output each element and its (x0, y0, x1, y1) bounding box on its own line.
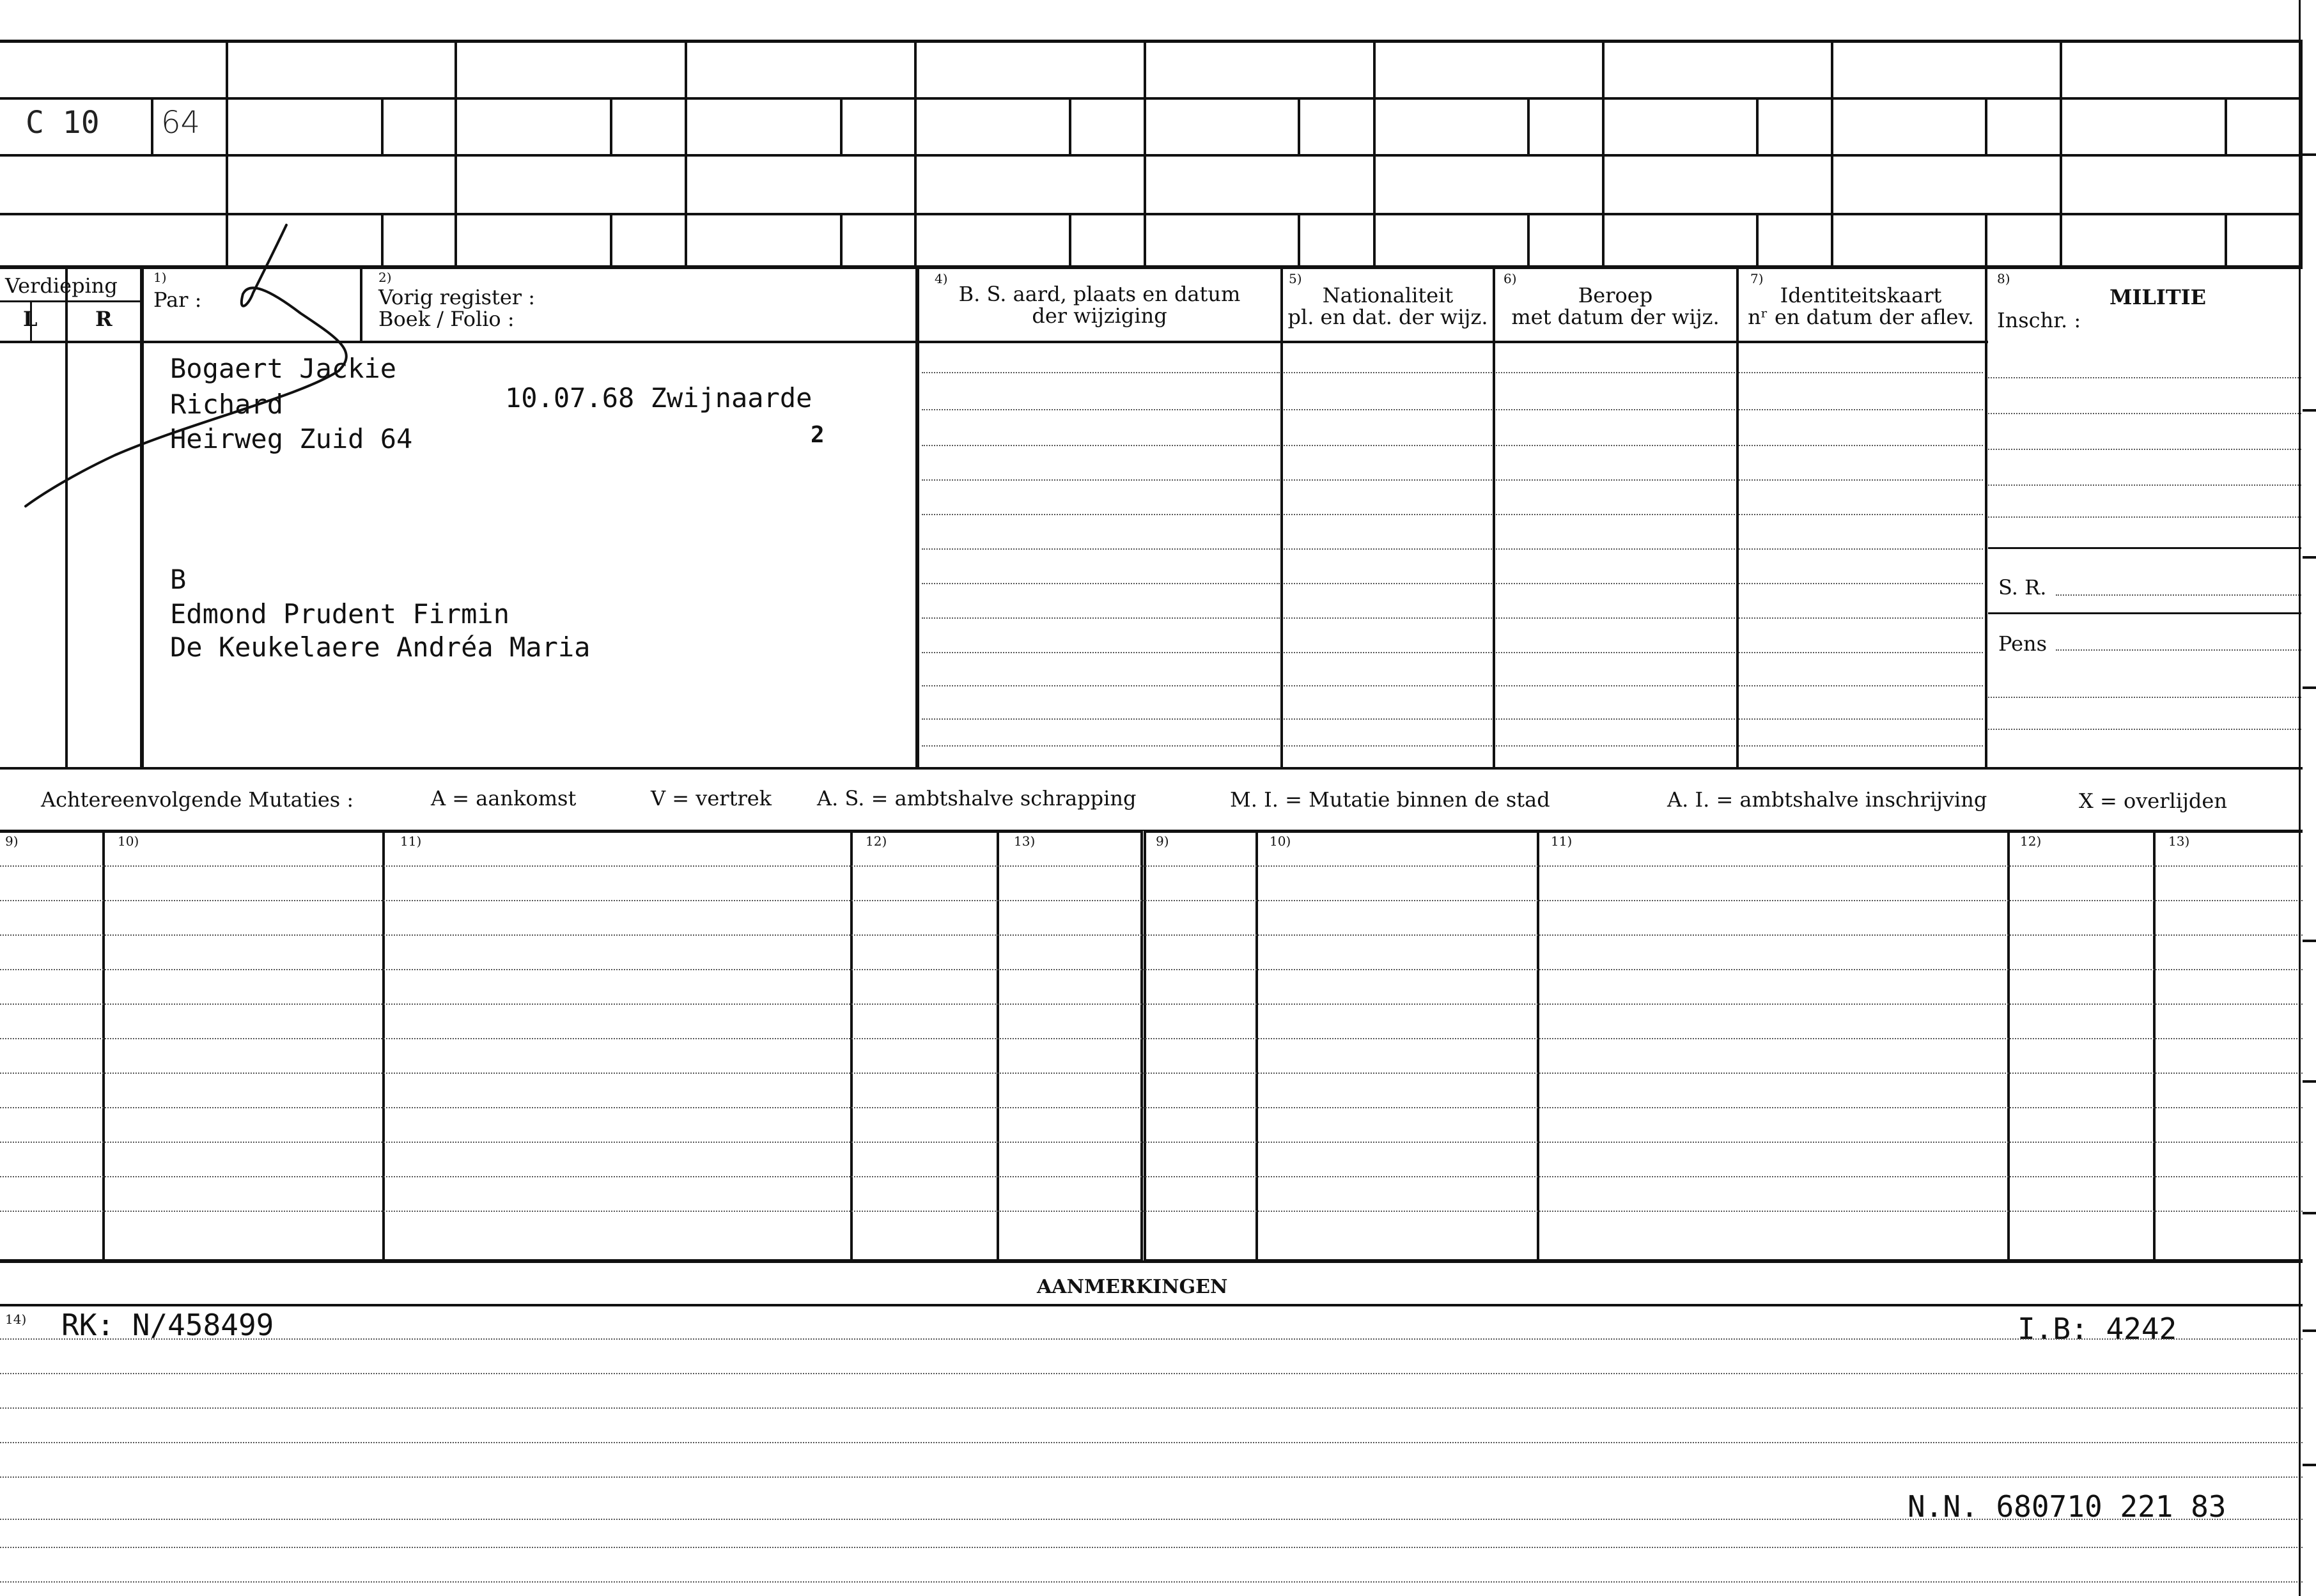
mutations-top (0, 830, 2303, 833)
mut-col-13a: 13) (1014, 833, 1036, 849)
entry-bottom-line (0, 767, 2303, 770)
mutatie-v: V = vertrek (651, 786, 772, 810)
bs-num: 4) (935, 271, 948, 286)
militie-sr: S. R. (1998, 575, 2047, 600)
mut-col-13b: 13) (2168, 833, 2190, 849)
rk-number: RK: N/458499 (61, 1308, 274, 1342)
mut-col-11b: 11) (1551, 833, 1573, 849)
mutatie-mi: M. I. = Mutatie binnen de stad (1230, 787, 1550, 812)
mutations-bottom (0, 1259, 2303, 1263)
divider-beroep (1493, 267, 1495, 767)
id-line1: Identiteitskaart (1780, 283, 1942, 307)
id-header (1737, 285, 1984, 328)
verdieping-left: L (23, 307, 38, 331)
divider-id (1736, 267, 1739, 767)
beroep-num: 6) (1504, 271, 1517, 286)
militie-title: MILITIE (2110, 285, 2207, 309)
mut-col-9a: 9) (5, 833, 19, 849)
vorig-line2: Boek / Folio : (378, 307, 515, 331)
divider-bs (915, 267, 919, 767)
mutatie-ai: A. I. = ambtshalve inschrijving (1667, 787, 1987, 812)
person-address: Heirweg Zuid 64 (170, 423, 413, 454)
bs-line1: B. S. aard, plaats en datum (958, 282, 1241, 306)
right-edge-line (2299, 0, 2301, 1596)
vorig-line1: Vorig register : (378, 285, 536, 309)
person-mother: De Keukelaere Andréa Maria (170, 631, 591, 663)
person-father: Edmond Prudent Firmin (170, 598, 510, 630)
vorig-num: 2) (378, 270, 392, 285)
person-category: B (170, 564, 187, 595)
bs-line2: der wijziging (1032, 303, 1167, 328)
nat-line1: Nationaliteit (1322, 283, 1454, 307)
militie-pens: Pens (1998, 631, 2048, 656)
mut-col-9b: 9) (1156, 833, 1169, 849)
beroep-header (1495, 285, 1736, 328)
ib-number: I.B: 4242 (2017, 1312, 2177, 1346)
mut-col-11a: 11) (400, 833, 422, 849)
register-code: C 10 (26, 105, 100, 141)
beroep-line2: met datum der wijz. (1511, 304, 1720, 329)
mutatie-as: A. S. = ambtshalve schrapping (817, 786, 1137, 810)
register-number: 64 (161, 105, 201, 141)
id-num: 7) (1750, 271, 1764, 286)
nat-header (1282, 285, 1493, 328)
mut-col-10b: 10) (1270, 833, 1291, 849)
militie-num: 8) (1997, 271, 2010, 286)
aanmerkingen-top-line (0, 1304, 2303, 1306)
beroep-line1: Beroep (1578, 283, 1653, 307)
person-first-name: Richard (170, 389, 284, 420)
id-line2: nʳ en datum der aflev. (1748, 304, 1974, 329)
divider-nat (1280, 267, 1283, 767)
mut-col-12b: 12) (2020, 833, 2042, 849)
person-birth: 10.07.68 Zwijnaarde (505, 382, 812, 414)
pen-strike-mark (0, 217, 447, 524)
person-mark: 2 (811, 422, 825, 448)
nat-line2: pl. en dat. der wijz. (1287, 304, 1488, 329)
person-name: Bogaert Jackie (170, 353, 397, 384)
mutatie-a: A = aankomst (431, 786, 577, 810)
par-label: Par : (153, 288, 202, 312)
mutaties-title: Achtereenvolgende Mutaties : (41, 787, 354, 812)
aanmerkingen-num: 14) (5, 1312, 27, 1327)
aanmerkingen-title: AANMERKINGEN (1037, 1276, 1228, 1298)
divider-militie (1985, 267, 1987, 767)
nat-num: 5) (1289, 271, 1302, 286)
mut-col-12a: 12) (866, 833, 887, 849)
militie-inschr: Inschr. : (1997, 308, 2081, 332)
nn-number: N.N. 680710 221 83 (1908, 1489, 2227, 1524)
mutatie-x: X = overlijden (2079, 789, 2227, 813)
bs-header (921, 284, 1278, 327)
verdieping-label: Verdieping (5, 274, 118, 298)
mut-col-10a: 10) (118, 833, 139, 849)
par-num: 1) (153, 270, 167, 285)
verdieping-right: R (95, 307, 113, 331)
